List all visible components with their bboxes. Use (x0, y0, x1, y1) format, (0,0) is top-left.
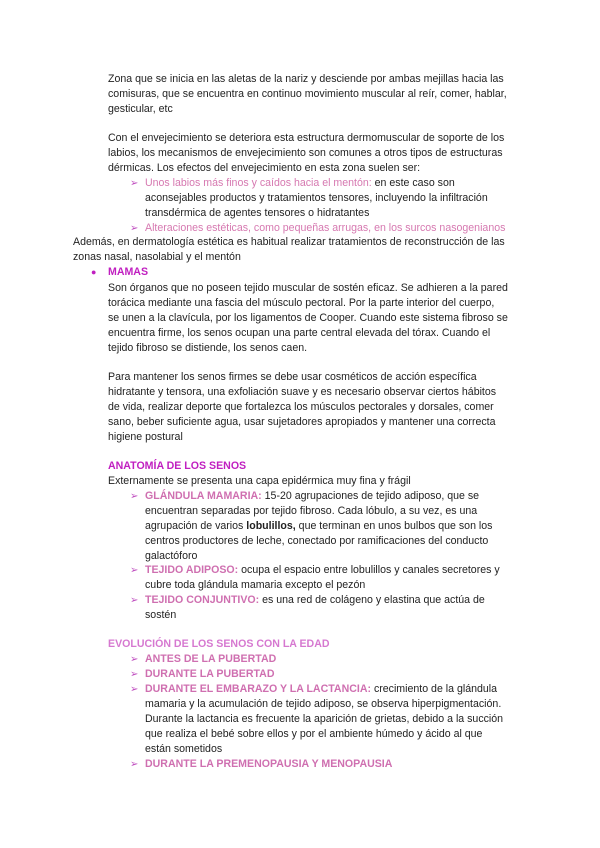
item-line: Durante la lactancia es frecuente la aparición de grietas, debido a la succión (145, 713, 504, 725)
mamas-heading: MAMAS (108, 266, 149, 278)
mamas-line: tejido fibroso se distiende, los senos caen. (108, 342, 308, 354)
item-text: es una red de colágeno y elastina que actúa de (259, 594, 485, 606)
effect-item (145, 176, 455, 191)
mamas-line: Son órganos que no poseen tejido muscular de sostén eficaz. Se adhieren a la pared (108, 282, 508, 294)
item-line: encuentran separadas por tejido fibroso. Cada lóbulo, a su vez, es una (145, 505, 478, 517)
item-line: galactóforo (145, 550, 198, 562)
derm-line: Además, en dermatología estética es habitual realizar tratamientos de reconstrucción de las (73, 236, 505, 248)
evolucion-item (145, 682, 497, 697)
aging-line: Con el envejecimiento se deteriora esta estructura dermomuscular de soporte de los (108, 132, 505, 144)
effect-line: aconsejables productos y tratamientos tensores, incluyendo la infiltración (145, 192, 488, 204)
anatomia-item (145, 563, 500, 578)
bullet-icon: ● (91, 267, 97, 277)
arrow-bullet-icon: ➢ (130, 178, 139, 189)
anatomia-item (145, 489, 479, 504)
mamas-line: se unen a la clavícula, por los ligamentos de Cooper. Cuando este sistema fibroso se (108, 312, 508, 324)
anatomia-intro: Externamente se presenta una capa epidérmica muy fina y frágil (108, 475, 411, 487)
item-title: GLÁNDULA MAMARIA: (145, 490, 262, 502)
item-title: TEJIDO CONJUNTIVO: (145, 594, 260, 606)
aging-line: dérmicas. Los efectos del envejecimiento en esta zona suelen ser: (108, 162, 421, 174)
arrow-bullet-icon: ➢ (130, 684, 139, 695)
mamas-line: de vida, realizar deporte que fortalezca los músculos pectorales y dorsales, comer (108, 401, 494, 413)
mamas-line: Para mantener los senos firmes se debe usar cosméticos de acción específica (108, 371, 477, 383)
item-line: cubre toda glándula mamaria excepto el pezón (145, 579, 366, 591)
item-text: agrupación de varios (145, 520, 247, 532)
evolucion-item: ANTES DE LA PUBERTAD (145, 653, 277, 665)
item-title: TEJIDO ADIPOSO: (145, 564, 239, 576)
item-text: ocupa el espacio entre lobulillos y canales secretores y (238, 564, 500, 576)
mamas-line: sano, beber suficiente agua, usar sujetadores apropiados y mantener una correcta (108, 416, 496, 428)
aging-line: labios, los mecanismos de envejecimiento son comunes a otros tipos de estructuras (108, 147, 503, 159)
item-line: centros productores de leche, conectado por ramificaciones del conducto (145, 535, 489, 547)
arrow-bullet-icon: ➢ (130, 491, 139, 502)
derm-line: zonas nasal, nasolabial y el mentón (73, 251, 241, 263)
mamas-line: torácica mediante una fascia del músculo pectoral. Por la parte interior del cuerpo, (108, 297, 495, 309)
mamas-line: hidratante y tensora, una exfoliación suave y es necesario observar ciertos hábitos (108, 386, 497, 398)
item-text: que terminan en unos bulbos que son los (295, 520, 493, 532)
effect-line: transdérmica de agentes tensores o hidratantes (145, 207, 370, 219)
item-text: 15-20 agrupaciones de tejido adiposo, que se (261, 490, 480, 502)
item-line: están sometidos (145, 743, 223, 755)
intro-line: Zona que se inicia en las aletas de la nariz y desciende por ambas mejillas hacia las (108, 73, 504, 85)
item-bold-term: lobulillos, (246, 520, 296, 532)
intro-line: comisuras, que se encuentra en continuo movimiento muscular al reír, comer, hablar, (108, 88, 507, 100)
mamas-line: encuentra firme, los senos ocupan una parte central elevada del tórax. Cuando el (108, 327, 491, 339)
item-line: sostén (145, 609, 177, 621)
item-line: que realiza el bebé sobre ellos y por el ambiente húmedo y ácido al que (145, 728, 483, 740)
arrow-bullet-icon: ➢ (130, 595, 139, 606)
arrow-bullet-icon: ➢ (130, 223, 139, 234)
item-title: DURANTE EL EMBARAZO Y LA LACTANCIA: (145, 683, 371, 695)
evolucion-item: DURANTE LA PREMENOPAUSIA Y MENOPAUSIA (145, 758, 393, 770)
arrow-bullet-icon: ➢ (130, 654, 139, 665)
effect-title: Unos labios más finos y caídos hacia el mentón: (145, 177, 372, 189)
arrow-bullet-icon: ➢ (130, 759, 139, 770)
evolucion-item: DURANTE LA PUBERTAD (145, 668, 275, 680)
arrow-bullet-icon: ➢ (130, 565, 139, 576)
mamas-line: higiene postural (108, 431, 183, 443)
effect-text: en este caso son (371, 177, 455, 189)
arrow-bullet-icon: ➢ (130, 669, 139, 680)
evolucion-heading: EVOLUCIÓN DE LOS SENOS CON LA EDAD (108, 638, 330, 650)
anatomia-item (145, 593, 485, 608)
effect-title: Alteraciones estéticas, como pequeñas arrugas, en los surcos nasogenianos (145, 222, 506, 234)
intro-line: gesticular, etc (108, 103, 173, 115)
item-line (145, 519, 492, 534)
item-line: mamaria y la acumulación de tejido adiposo, se observa hiperpigmentación. (145, 698, 502, 710)
anatomia-heading: ANATOMÍA DE LOS SENOS (108, 460, 247, 472)
item-text: crecimiento de la glándula (371, 683, 498, 695)
